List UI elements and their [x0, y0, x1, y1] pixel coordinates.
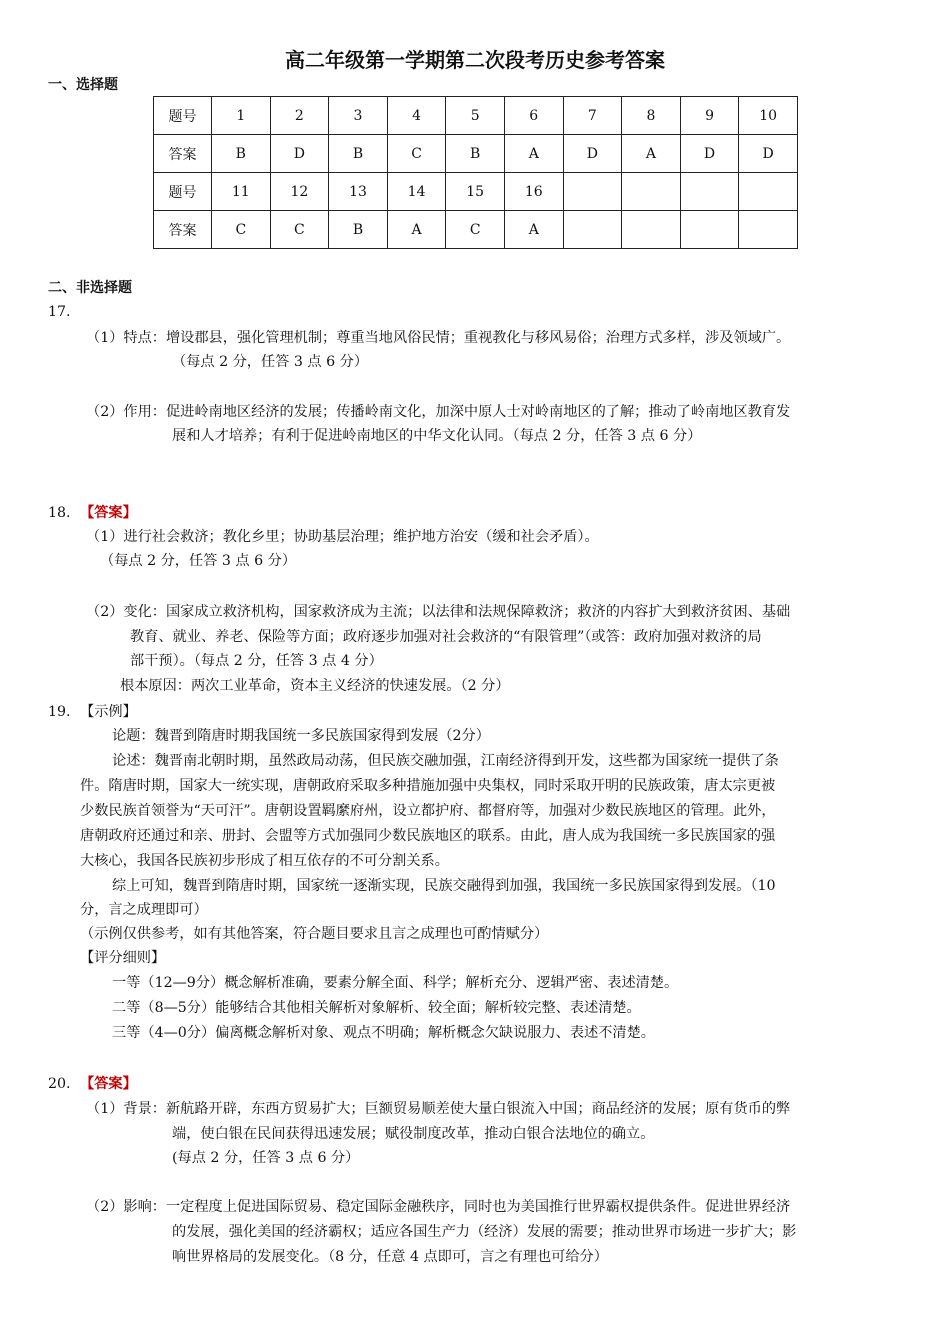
table-cell	[622, 211, 681, 249]
table-cell: C	[387, 135, 446, 173]
q19-line: 一等（12—9分）概念解析准确，要素分解全面、科学；解析充分、逻辑严密、表述清楚。	[112, 975, 679, 991]
q18-part2-line3: 部干预）。（每点 2 分，任答 3 点 4 分）	[130, 653, 383, 669]
table-cell: 3	[329, 97, 388, 135]
table-cell: 题号	[154, 97, 212, 135]
q18-part2-line1: （2）变化：国家成立救济机构，国家救济成为主流；以法律和法规保障救济；救济的内容扩大到救济贫困、基础	[86, 604, 791, 620]
table-cell	[739, 173, 798, 211]
table-cell: 11	[212, 173, 271, 211]
table-cell: A	[622, 135, 681, 173]
table-row	[154, 97, 798, 135]
table-cell: D	[270, 135, 329, 173]
q18-part1-line2: （每点 2 分，任答 3 点 6 分）	[100, 553, 297, 569]
q19-line: 三等（4—0分）偏离概念解析对象、观点不明确；解析概念欠缺说服力、表述不清楚。	[112, 1025, 655, 1041]
q17-part1-line1: （1）特点：增设郡县，强化管理机制；尊重当地风俗民情；重视教化与移风易俗；治理方式多样，涉及领域广。	[86, 330, 791, 346]
q20-part1-line1: （1）背景：新航路开辟，东西方贸易扩大；巨额贸易顺差使大量白银流入中国；商品经济的发展；原有货币的弊	[86, 1101, 791, 1117]
q20-part2-line2: 的发展，强化美国的经济霸权；适应各国生产力（经济）发展的需要；推动世界市场进一步扩大；影	[172, 1224, 797, 1240]
q19-number: 19.	[48, 704, 71, 720]
table-cell: 答案	[154, 135, 212, 173]
table-cell: 1	[212, 97, 271, 135]
q17-part2-line1: （2）作用：促进岭南地区经济的发展；传播岭南文化，加深中原人士对岭南地区的了解；推动了岭南地区教育发	[86, 404, 791, 420]
table-cell: 6	[504, 97, 563, 135]
q18-part2-line2: 教育、就业、养老、保险等方面；政府逐步加强对社会救济的“有限管理”（或答：政府加强对救济的局	[130, 629, 762, 645]
table-cell	[680, 211, 739, 249]
table-row	[154, 173, 798, 211]
table-cell: 10	[739, 97, 798, 135]
answer-table	[153, 96, 798, 249]
q17-number: 17.	[48, 304, 71, 320]
q17-part1-line2: （每点 2 分，任答 3 点 6 分）	[172, 354, 369, 370]
table-row	[154, 211, 798, 249]
table-cell: 13	[329, 173, 388, 211]
table-cell: B	[212, 135, 271, 173]
q20-part2-line1: （2）影响：一定程度上促进国际贸易、稳定国际金融秩序，同时也为美国推行世界霸权提供条件。促进世界经济	[86, 1199, 791, 1215]
q20-part1-line2: 端，使白银在民间获得迅速发展；赋役制度改革，推动白银合法地位的确立。	[172, 1126, 655, 1142]
q19-line: 论题：魏晋到隋唐时期我国统一多民族国家得到发展（2分）	[112, 728, 490, 744]
q19-line: 少数民族首领誉为“天可汗”。唐朝设置羁縻府州，设立都护府、都督府等，加强对少数民族地区的管理。此外，	[80, 803, 776, 819]
q20-answer-tag: 【答案】	[80, 1076, 137, 1092]
table-cell	[680, 173, 739, 211]
q19-line: 综上可知，魏晋到隋唐时期，国家统一逐渐实现，民族交融得到加强，我国统一多民族国家得到发展。（10	[112, 878, 776, 894]
q18-number: 18.	[48, 505, 71, 521]
q19-line: 二等（8—5分）能够结合其他相关解析对象解析、较全面；解析较完整、表述清楚。	[112, 1000, 641, 1016]
section-choice-heading: 一、选择题	[48, 77, 118, 93]
table-cell: B	[329, 211, 388, 249]
table-cell: D	[563, 135, 622, 173]
table-cell: 16	[504, 173, 563, 211]
table-cell: 9	[680, 97, 739, 135]
table-cell	[739, 211, 798, 249]
table-cell: A	[504, 135, 563, 173]
table-cell: B	[446, 135, 505, 173]
q19-line: 唐朝政府还通过和亲、册封、会盟等方式加强同少数民族地区的联系。由此，唐人成为我国统一多民族国家的强	[80, 828, 776, 844]
table-cell	[563, 173, 622, 211]
table-row	[154, 135, 798, 173]
q19-example-tag: 【示例】	[80, 704, 137, 720]
table-cell: C	[270, 211, 329, 249]
table-cell: 8	[622, 97, 681, 135]
q20-part2-line3: 响世界格局的发展变化。（8 分，任意 4 点即可，言之有理也可给分）	[172, 1249, 608, 1265]
q20-part1-line3: (每点 2 分，任答 3 点 6 分）	[172, 1150, 360, 1166]
table-cell: 2	[270, 97, 329, 135]
table-cell: A	[387, 211, 446, 249]
q19-line: 分，言之成理即可）	[80, 902, 208, 918]
table-cell: 12	[270, 173, 329, 211]
table-cell: 4	[387, 97, 446, 135]
table-cell: A	[504, 211, 563, 249]
q18-answer-tag: 【答案】	[80, 505, 137, 521]
table-cell	[563, 211, 622, 249]
table-cell: 答案	[154, 211, 212, 249]
table-cell: 15	[446, 173, 505, 211]
section-nonchoice-heading: 二、非选择题	[48, 280, 132, 296]
table-cell: 5	[446, 97, 505, 135]
table-cell: B	[329, 135, 388, 173]
q17-part2-line2: 展和人才培养；有利于促进岭南地区的中华文化认同。（每点 2 分，任答 3 点 6 分）	[172, 428, 702, 444]
q19-scoring-heading: 【评分细则】	[80, 950, 166, 966]
table-cell: 题号	[154, 173, 212, 211]
q19-line: 件。隋唐时期，国家大一统实现，唐朝政府采取多种措施加强中央集权，同时采取开明的民族政策，唐太宗更被	[80, 778, 776, 794]
table-cell: D	[680, 135, 739, 173]
table-cell: C	[446, 211, 505, 249]
table-cell: D	[739, 135, 798, 173]
q18-part1-line1: （1）进行社会救济；教化乡里；协助基层治理；维护地方治安（缓和社会矛盾）。	[86, 529, 599, 545]
q20-number: 20.	[48, 1076, 71, 1092]
q19-line: 论述：魏晋南北朝时期，虽然政局动荡，但民族交融加强，江南经济得到开发，这些都为国家统一提供了条	[112, 753, 779, 769]
q18-part2-line4: 根本原因：两次工业革命，资本主义经济的快速发展。（2 分）	[120, 678, 510, 694]
table-cell: 7	[563, 97, 622, 135]
table-cell: 14	[387, 173, 446, 211]
table-cell	[622, 173, 681, 211]
page-title: 高二年级第一学期第二次段考历史参考答案	[285, 48, 665, 72]
table-cell: C	[212, 211, 271, 249]
q19-line: （示例仅供参考，如有其他答案，符合题目要求且言之成理也可酌情赋分）	[80, 926, 549, 942]
q19-line: 大核心，我国各民族初步形成了相互依存的不可分割关系。	[80, 853, 449, 869]
